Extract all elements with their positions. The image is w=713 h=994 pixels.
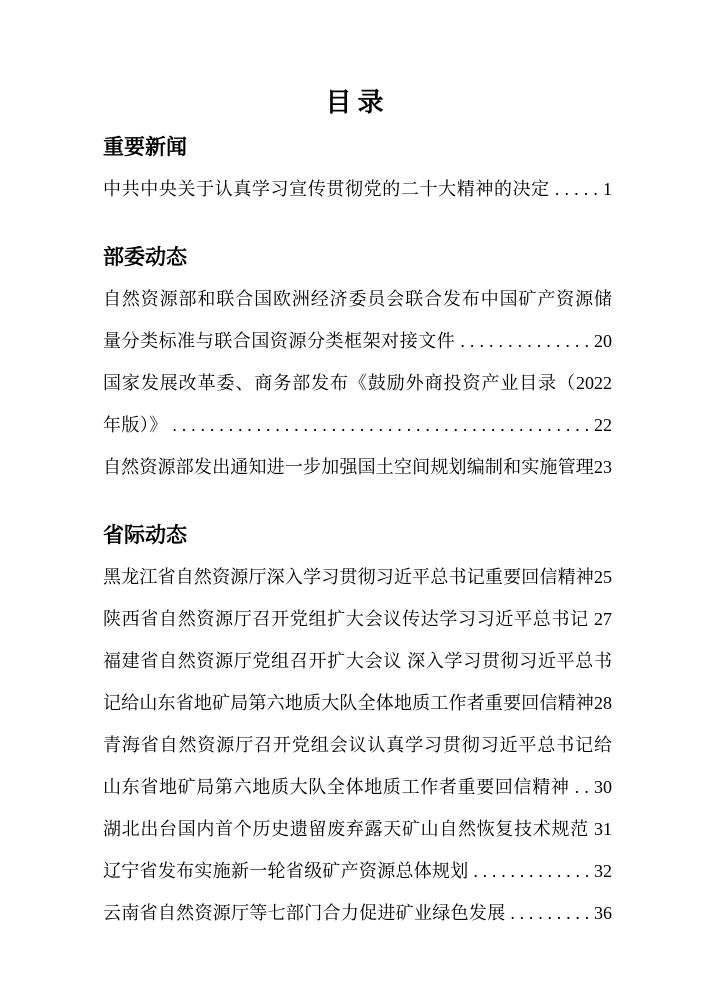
section-important-news: [103, 126, 612, 210]
section-ministry-updates: [103, 236, 612, 488]
toc-entry-line: 国家发展改革委、商务部发布《鼓励外商投资产业目录（2022: [103, 373, 612, 393]
toc-entry-line: 记给山东省地矿局第六地质大队全体地质工作者重要回信精神28: [103, 693, 612, 713]
toc-entry-line: 自然资源部发出通知进一步加强国土空间规划编制和实施管理23: [103, 457, 612, 477]
toc-entry-line: 福建省自然资源厅党组召开扩大会议 深入学习贯彻习近平总书: [103, 651, 612, 671]
page-title: 目录: [325, 88, 390, 117]
toc-entry-line: 湖北出台国内首个历史遗留废弃露天矿山自然恢复技术规范 31: [103, 819, 612, 839]
section-heading-important-news: 重要新闻: [103, 135, 187, 159]
section-heading-provincial-updates: 省际动态: [103, 523, 187, 547]
section-provincial-updates: [103, 514, 612, 934]
toc-entry-line: 年版）》 . . . . . . . . . . . . . . . . . . . . . . . . . . . . . . . . . . . . . . . . . . . . . 22: [103, 415, 612, 435]
toc-entry-line: 自然资源部和联合国欧洲经济委员会联合发布中国矿产资源储: [103, 289, 612, 309]
toc-entry-line: 云南省自然资源厅等七部门合力促进矿业绿色发展 . . . . . . . . . 36: [103, 903, 612, 923]
toc-entry-line: 辽宁省发布实施新一轮省级矿产资源总体规划 . . . . . . . . . . . . . 32: [103, 861, 612, 881]
toc-entry-line: 黑龙江省自然资源厅深入学习贯彻习近平总书记重要回信精神25: [103, 567, 612, 587]
toc-entry-line: 山东省地矿局第六地质大队全体地质工作者重要回信精神 . . 30: [103, 777, 612, 797]
toc-entry-line: 陕西省自然资源厅召开党组扩大会议传达学习习近平总书记 27: [103, 609, 612, 629]
toc-entry-line: 青海省自然资源厅召开党组会议认真学习贯彻习近平总书记给: [103, 735, 612, 755]
section-heading-ministry-updates: 部委动态: [103, 245, 187, 269]
toc-entry-line: 中共中央关于认真学习宣传贯彻党的二十大精神的决定 . . . . . 1: [103, 179, 612, 199]
toc-entry-line: 量分类标准与联合国资源分类框架对接文件 . . . . . . . . . . . . . . 20: [103, 331, 612, 351]
